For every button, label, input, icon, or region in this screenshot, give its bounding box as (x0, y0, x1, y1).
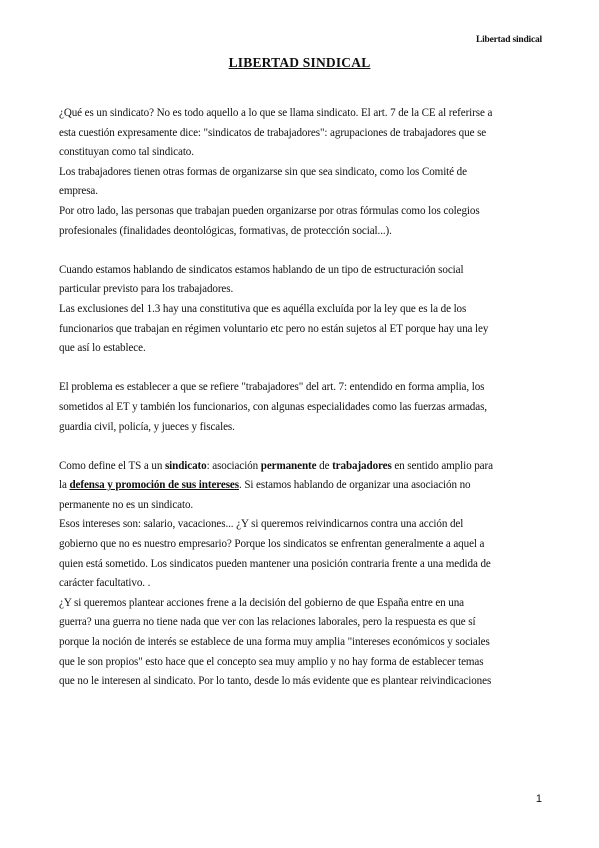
text-line: profesionales (finalidades deontológicas, formativas, de protección social...). (59, 224, 392, 237)
text-run: . Si estamos hablando de organizar una asociación no (238, 479, 471, 492)
running-header: Libertad sindical (475, 35, 542, 45)
text-line: quien está sometido. Los sindicatos pueden mantener una posición contraria frente a una medida de (59, 557, 491, 570)
text-line: El problema es establecer a que se refiere "trabajadores" del art. 7: entendido en forma amplia, los (59, 381, 485, 394)
page-number: 1 (535, 793, 542, 805)
text-line: ¿Y si queremos plantear acciones frene a la decisión del gobierno de que España entre en una (59, 596, 464, 609)
term-permanente: permanente (260, 459, 317, 472)
text-line: guerra? una guerra no tiene nada que ver con las relaciones laborales, pero la respuesta es que sí (59, 616, 476, 629)
text-line: que le son propios" esto hace que el concepto sea muy amplio y no hay forma de establecer temas (59, 655, 484, 668)
term-sindicato: sindicato (164, 459, 207, 472)
text-line: que así lo establece. (59, 342, 146, 355)
paragraph-gap (59, 359, 543, 379)
text-line: sometidos al ET y también los funcionarios, con algunas especialidades como las fuerzas armadas, (59, 400, 487, 413)
text-line: Los trabajadores tienen otras formas de organizarse sin que sea sindicato, como los Comité de (59, 165, 467, 178)
text-run: Como define el TS a un (59, 459, 165, 472)
text-line: constituyan como tal sindicato. (59, 146, 194, 159)
text-run: : asociación (206, 459, 261, 472)
page-title: LIBERTAD SINDICAL (228, 55, 371, 70)
text-line: Esos intereses son: salario, vacaciones... ¿Y si queremos reivindicarnos contra una acción del (59, 518, 464, 531)
text-line: esta cuestión expresamente dice: "sindicatos de trabajadores": agrupaciones de trabajadores que se (59, 126, 487, 139)
document-body (59, 104, 543, 692)
text-line: ¿Qué es un sindicato? No es todo aquello a lo que se llama sindicato. El art. 7 de la CE al referirse a (59, 107, 493, 119)
text-line: permanente no es un sindicato. (59, 498, 194, 511)
text-line: que no le interesen al sindicato. Por lo tanto, desde lo más evidente que es plantear reivindicaciones (59, 675, 492, 688)
text-line: Cuando estamos hablando de sindicatos estamos hablando de un tipo de estructuración social (59, 263, 464, 276)
term-defensa-promocion: defensa y promoción de sus intereses (69, 479, 239, 492)
text-line: guardia civil, policía, y jueces y fiscales. (59, 420, 235, 433)
text-line: carácter facultativo. . (59, 577, 151, 590)
text-line: particular previsto para los trabajadores. (59, 283, 234, 296)
text-line: Por otro lado, las personas que trabajan pueden organizarse por otras fórmulas como los colegios (59, 204, 480, 217)
text-line: empresa. (59, 185, 98, 198)
text-line: funcionarios que trabajan en régimen voluntario etc pero no están sujetos al ET porque hay una ley (59, 322, 489, 335)
text-run: de (316, 459, 333, 472)
text-line: porque la noción de interés se establece de una forma muy amplia "intereses económicos y sociales (59, 636, 490, 649)
text-line: Las exclusiones del 1.3 hay una constitutiva que es aquélla excluída por la ley que es la de los (59, 302, 467, 315)
text-line: gobierno que no es nuestro empresario? Porque los sindicatos se enfrentan generalmente a aquel a (59, 538, 485, 551)
paragraph-gap (59, 437, 543, 457)
text-run: en sentido amplio para (391, 459, 493, 472)
text-line (59, 476, 543, 496)
text-run: la (59, 479, 70, 492)
paragraph-gap (59, 241, 543, 261)
text-line (59, 457, 543, 477)
term-trabajadores: trabajadores (332, 459, 392, 472)
